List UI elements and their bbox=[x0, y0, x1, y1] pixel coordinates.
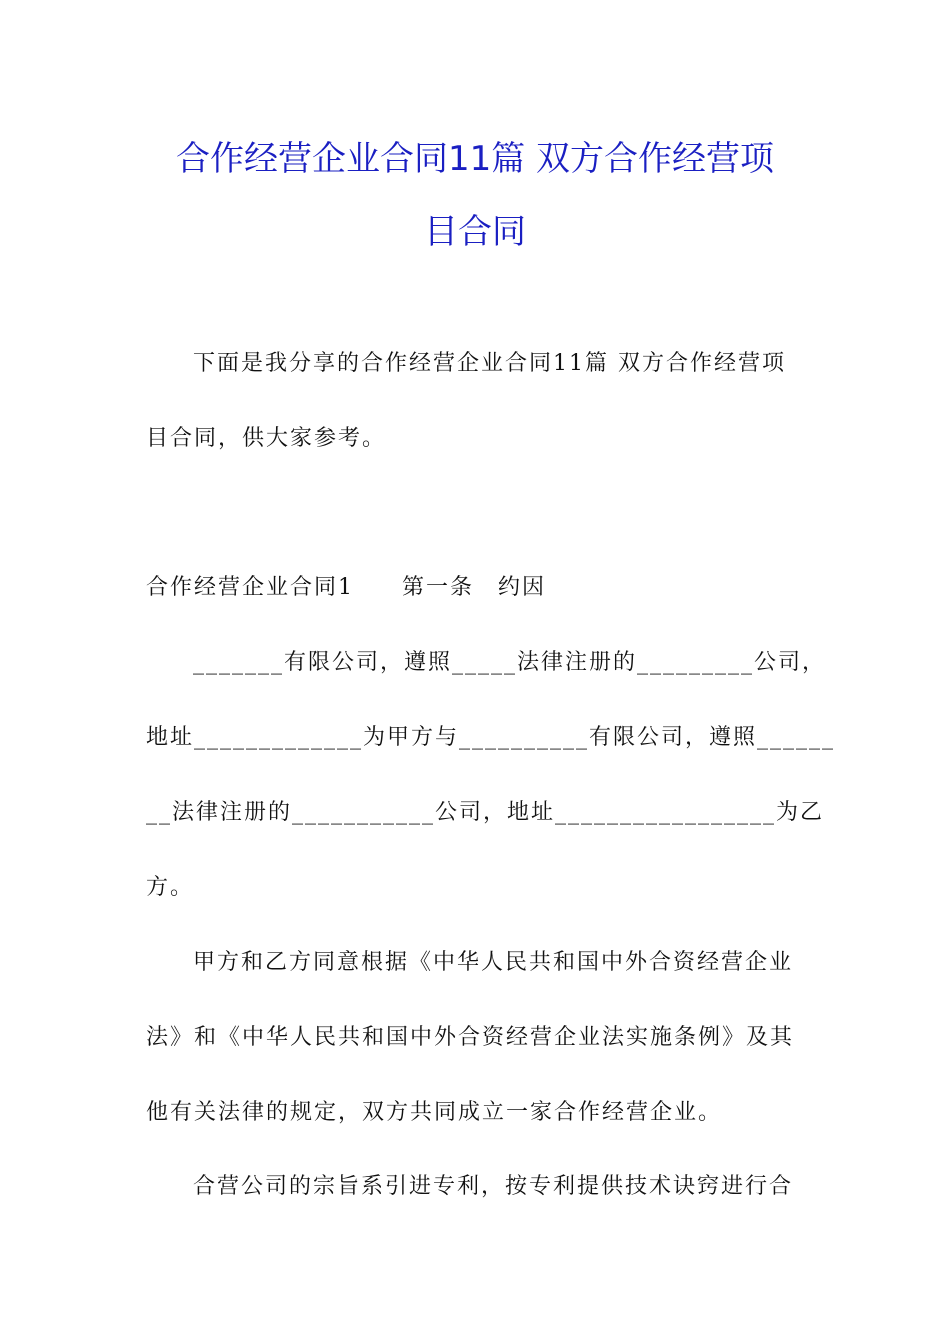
section-heading: 合作经营企业合同1 第一条 约因 bbox=[146, 575, 546, 600]
document-title-line-2: 目合同 bbox=[424, 212, 526, 252]
intro-line-1: 下面是我分享的合作经营企业合同11篇 双方合作经营项 bbox=[193, 351, 786, 376]
paragraph-line: 地址_____________为甲方与__________有限公司，遵照______ bbox=[146, 725, 836, 750]
paragraph-line: 合营公司的宗旨系引进专利，按专利提供技术诀窍进行合 bbox=[193, 1174, 794, 1199]
paragraph-line: 他有关法律的规定，双方共同成立一家合作经营企业。 bbox=[146, 1100, 723, 1125]
document-title-line-1: 合作经营企业合同11篇 双方合作经营项 bbox=[175, 139, 775, 179]
paragraph-line: 法》和《中华人民共和国中外合资经营企业法实施条例》及其 bbox=[146, 1025, 795, 1050]
paragraph-line: _______有限公司，遵照_____法律注册的_________公司， bbox=[193, 650, 827, 675]
intro-line-2: 目合同，供大家参考。 bbox=[146, 426, 387, 451]
paragraph-line: 方。 bbox=[146, 875, 195, 900]
paragraph-line: __法律注册的___________公司，地址_________________为乙 bbox=[146, 800, 825, 825]
paragraph-line: 甲方和乙方同意根据《中华人民共和国中外合资经营企业 bbox=[193, 950, 794, 975]
